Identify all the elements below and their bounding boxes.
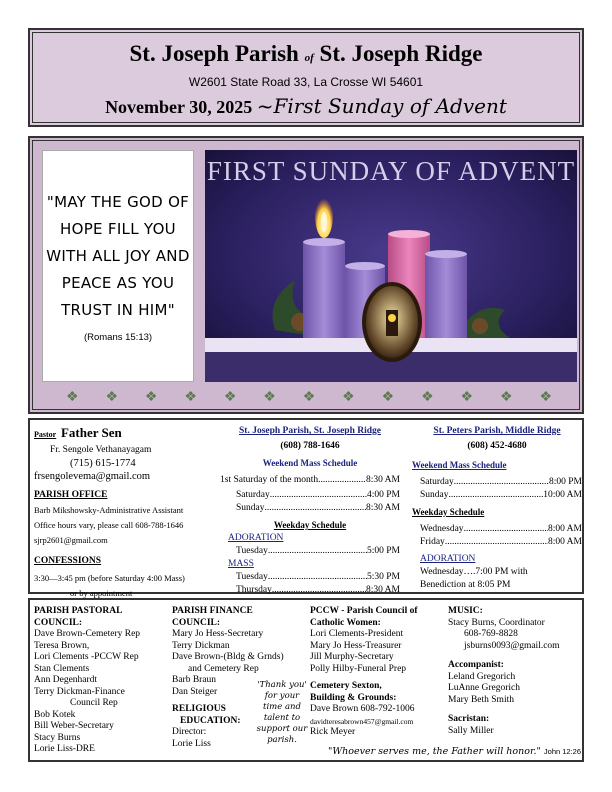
schedule-row: Thursday ..... 8:30 AM (220, 584, 400, 597)
parish-name: St. Joseph Parish (129, 41, 299, 66)
list-item: Ann Degenhardt (34, 675, 98, 685)
diamond-leaf-icon: ❖ (302, 390, 316, 405)
decorative-diamond-row (66, 391, 552, 405)
music-coordinator: Stacy Burns, Coordinator (448, 617, 545, 628)
music-phone: 608-769-8828 (464, 629, 518, 639)
quote-panel (42, 150, 194, 382)
schedule-row: Tuesday ..... 5:00 PM (220, 545, 400, 558)
list-item: Terry Dickman (172, 640, 230, 651)
st-peters-phone: (608) 452-4680 (467, 441, 527, 451)
schedule-row: Sunday ..... 10:00 AM (412, 489, 582, 502)
list-item: Lori Clements -PCCW Rep (34, 652, 139, 662)
scripture-reference: John 12:26 (543, 747, 582, 756)
councils-section (28, 598, 584, 762)
diamond-leaf-icon: ❖ (223, 390, 237, 405)
image-caption: FIRST SUNDAY OF ADVENT (206, 156, 576, 186)
parish-location: St. Joseph Ridge (319, 41, 483, 66)
list-item: Polly Hilby-Funeral Prep (310, 663, 407, 674)
list-item: Mary Jo Hess-Treasurer (310, 640, 402, 651)
schedule-section (28, 418, 584, 598)
diamond-leaf-icon: ❖ (460, 390, 474, 405)
diamond-leaf-icon: ❖ (381, 390, 395, 405)
mass-label: MASS (228, 559, 254, 569)
diamond-leaf-icon: ❖ (66, 390, 79, 405)
parish-office-heading: PARISH OFFICE (34, 490, 108, 500)
pinecone-icon (472, 318, 488, 334)
music-heading: MUSIC: (448, 606, 483, 616)
sexton-email[interactable]: davidteresabrown457@gmail.com (310, 716, 414, 726)
director-name: Lorie Liss (172, 738, 211, 749)
adoration-label: ADORATION (420, 554, 476, 564)
candle-purple-lit (303, 242, 345, 338)
cemetery-sexton-heading: Cemetery Sexton, (310, 681, 382, 691)
schedule-row: Friday ..... 8:00 AM (412, 536, 582, 549)
st-peters-weekday-heading: Weekday Schedule (412, 507, 485, 517)
adoration-time: Wednesday….7:00 PM with (420, 567, 528, 577)
diamond-leaf-icon: ❖ (499, 390, 513, 405)
office-assistant: Barb Mikshowsky-Administrative Assistant (34, 505, 184, 515)
pastor-full-name: Fr. Sengole Vethanayagam (50, 445, 152, 455)
pastor-phone: (715) 615-1774 (70, 458, 136, 469)
schedule-row: 1st Saturday of the month ..... 8:30 AM (220, 474, 400, 487)
pastor-label: Pastor (34, 430, 57, 439)
confessions-appointment: or by appointment (70, 588, 133, 598)
list-item: and Cemetery Rep (188, 663, 259, 674)
sexton-contact: Dave Brown 608-792-1006 (310, 704, 415, 714)
sacristan-heading: Sacristan: (448, 714, 490, 724)
thank-you-note: 'Thank you' for your time and talent to support our parish. (256, 680, 308, 745)
advent-wreath-image (205, 150, 577, 382)
list-item: Dave Brown-Cemetery Rep (34, 629, 141, 639)
title-of: of (304, 52, 314, 64)
religious-education-heading: RELIGIOUS (172, 704, 226, 714)
quote-reference: (Romans 15:13) (83, 332, 153, 343)
diamond-leaf-icon: ❖ (105, 390, 119, 405)
parish-address: W2601 State Road 33, La Crosse WI 54601 (188, 75, 424, 89)
bulletin-header (28, 28, 584, 127)
schedule-row: Wednesday ..... 8:00 AM (412, 523, 582, 536)
st-joseph-phone: (608) 788-1646 (280, 441, 340, 451)
list-item: Lori Clements-President (310, 629, 404, 639)
st-peters-schedule (412, 425, 582, 592)
pastor-name: Father Sen (60, 425, 122, 440)
lantern-icon (386, 310, 398, 336)
list-item: Jill Murphy-Secretary (310, 652, 394, 662)
sacristan-name: Sally Miller (448, 725, 494, 736)
candle-purple (425, 254, 467, 338)
pastor-column (34, 426, 214, 600)
list-item: Rick Meyer (310, 727, 356, 737)
schedule-row: Sunday ..... 8:30 AM (220, 502, 400, 515)
diamond-leaf-icon: ❖ (144, 390, 158, 405)
schedule-row: Saturday ..... 8:00 PM (412, 476, 582, 489)
list-item: Bill Weber-Secretary (34, 721, 114, 731)
schedule-row: Tuesday ..... 5:30 PM (220, 571, 400, 584)
list-item: Dave Brown-(Bldg & Grnds) (172, 652, 284, 662)
finance-council-heading: PARISH FINANCE (172, 606, 253, 616)
feature-panel (28, 136, 584, 414)
quote-text: "MAY THE GOD OF HOPE FILL YOU WITH ALL JOY AND PEACE AS YOU TRUST IN HIM" (46, 193, 190, 319)
scripture-text: "Whoever serves me, the Father will honor." (328, 746, 541, 757)
diamond-leaf-icon: ❖ (184, 390, 197, 405)
benediction-time: Benediction at 8:05 PM (420, 580, 511, 590)
office-email[interactable]: sjrp2601@gmail.com (34, 535, 108, 545)
st-joseph-weekday-heading: Weekday Schedule (273, 520, 347, 530)
list-item: Leland Gregorich (448, 671, 516, 682)
st-joseph-weekend-heading: Weekend Mass Schedule (262, 458, 358, 468)
scripture-quote (328, 746, 581, 757)
diamond-leaf-icon: ❖ (539, 390, 552, 405)
liturgical-sunday: ~First Sunday of Advent (256, 94, 507, 118)
diamond-leaf-icon: ❖ (342, 390, 355, 405)
st-joseph-schedule (220, 425, 400, 597)
director-label: Director: (172, 727, 207, 737)
office-hours: Office hours vary, please call 608-788-1646 (34, 520, 184, 530)
confessions-time: 3:30—3:45 pm (before Saturday 4:00 Mass) (34, 573, 185, 583)
accompanist-heading: Accompanist: (448, 660, 504, 670)
schedule-row: Saturday ..... 4:00 PM (220, 489, 400, 502)
list-item: Terry Dickman-Finance (34, 686, 125, 697)
pccw-council: PCCW - Parish Council of Catholic Women: Lori Clements-President Mary Jo Hess-Treasurer Jill Murphy-Secretary Polly Hilby-Funeral Prep Cemetery Sexton, Building & Grounds: Dave Brown 608-792-1006 davidteresabrown457@gmail.com Rick Meyer (310, 606, 450, 739)
music-email[interactable]: jsburns0093@gmail.com (464, 640, 560, 651)
list-item: Stan Clements (34, 663, 90, 674)
confessions-heading: CONFESSIONS (34, 556, 102, 566)
st-peters-heading: St. Peters Parish, Middle Ridge (433, 426, 561, 436)
pastoral-council-heading: PARISH PASTORAL (34, 606, 123, 616)
list-item: Mary Beth Smith (448, 694, 514, 705)
st-peters-weekend-heading: Weekend Mass Schedule (412, 460, 507, 470)
list-item: Dan Steiger (172, 686, 218, 697)
list-item: Council Rep (70, 698, 118, 708)
pastoral-council: PARISH PASTORAL COUNCIL: Dave Brown-Cemetery Rep Teresa Brown, Lori Clements -PCCW Rep Stan Clements Ann Degenhardt Terry Dickman-Finance Council Rep Bob Kotek Bill Weber-Secretary Stacy Burns Lorie Liss-DRE (34, 606, 170, 756)
diamond-leaf-icon: ❖ (421, 390, 434, 405)
adoration-label: ADORATION (228, 533, 284, 543)
st-joseph-heading: St. Joseph Parish, St. Joseph Ridge (239, 426, 381, 436)
pastor-email[interactable]: frsengolevema@gmail.com (34, 471, 151, 482)
music-ministry (448, 606, 582, 737)
list-item: Mary Jo Hess-Secretary (172, 629, 264, 639)
list-item: Lorie Liss-DRE (34, 744, 95, 754)
diamond-leaf-icon: ❖ (263, 390, 276, 405)
parish-title (30, 41, 582, 67)
list-item: Barb Braun (172, 675, 217, 685)
list-item: Stacy Burns (34, 732, 81, 743)
list-item: Teresa Brown, (34, 640, 90, 651)
list-item: LuAnne Gregorich (448, 683, 521, 693)
date-line (30, 94, 582, 118)
finance-council: PARISH FINANCE COUNCIL: Mary Jo Hess-Secretary Terry Dickman Dave Brown-(Bldg & Grnds) and Cemetery Rep Barb Braun Dan Steiger RELIGIOUS EDUCATION: Director: Lorie Liss (172, 606, 312, 750)
bulletin-date: November 30, 2025 (105, 97, 253, 117)
list-item: Bob Kotek (34, 709, 76, 720)
pccw-heading: PCCW - Parish Council of (310, 606, 418, 616)
